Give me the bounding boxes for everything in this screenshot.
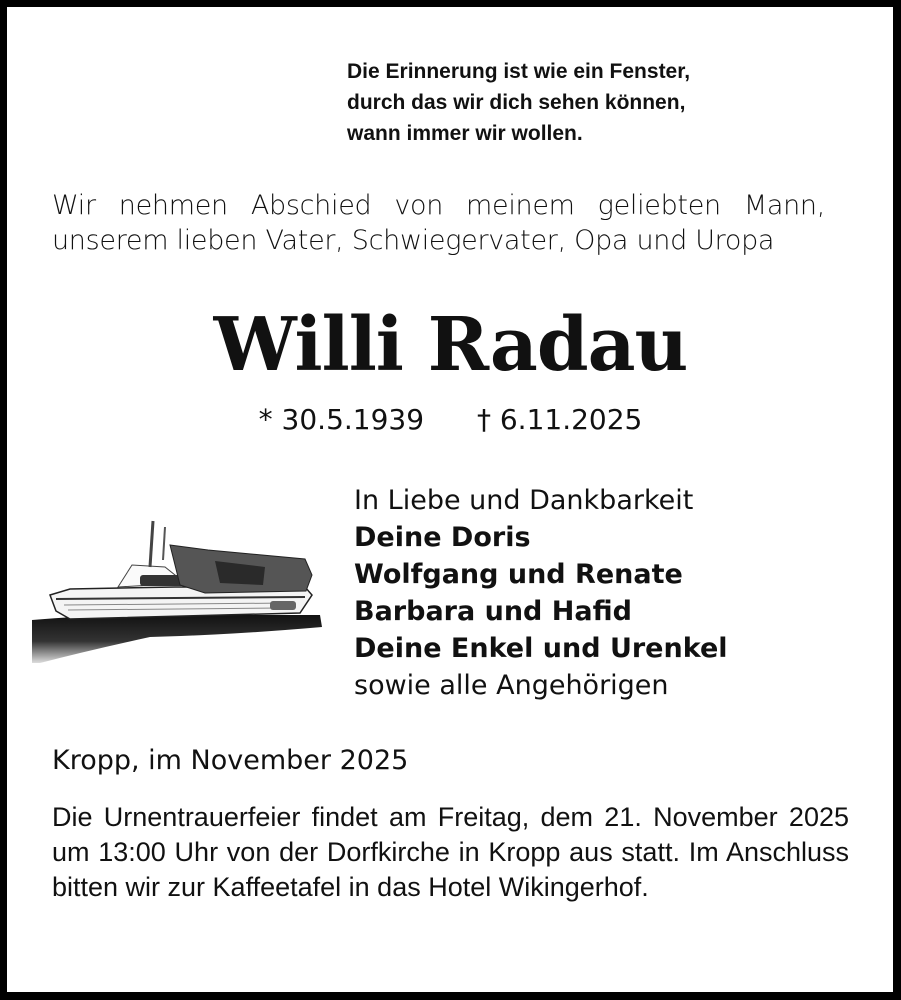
family-name: Barbara und Hafid — [354, 596, 632, 627]
deceased-name: Willi Radau — [213, 302, 688, 388]
quote-line: durch das wir dich sehen können, — [347, 91, 686, 114]
quote-line: wann immer wir wollen. — [347, 122, 583, 145]
memorial-quote — [347, 56, 690, 149]
family-signatures — [354, 482, 728, 704]
life-dates — [0, 402, 901, 438]
family-name: Deine Doris — [354, 522, 531, 553]
intro-line: Wir nehmen Abschied von meinem geliebten Mann, — [52, 190, 825, 221]
family-name: Wolfgang und Renate — [354, 559, 683, 590]
family-name: Deine Enkel und Urenkel — [354, 633, 728, 664]
family-closing: sowie alle Angehörigen — [354, 670, 669, 701]
intro-text — [52, 188, 825, 258]
motorboat-photo-icon — [30, 515, 322, 665]
intro-line: unserem lieben Vater, Schwiegervater, Opa und Uropa — [52, 225, 775, 256]
birth-date: * 30.5.1939 — [258, 403, 425, 436]
funeral-notice: Die Urnentrauerfeier findet am Freitag, dem 21. November 2025 um 13:00 Uhr von der Dorfkirche in Kropp aus statt. Im Anschluss bitten wir zur Kaffeetafel in das Hotel Wikingerhof. — [52, 802, 849, 902]
family-opening: In Liebe und Dankbarkeit — [354, 485, 694, 516]
quote-line: Die Erinnerung ist wie ein Fenster, — [347, 60, 691, 83]
place-date: Kropp, im November 2025 — [52, 745, 409, 776]
death-date: † 6.11.2025 — [476, 403, 643, 436]
